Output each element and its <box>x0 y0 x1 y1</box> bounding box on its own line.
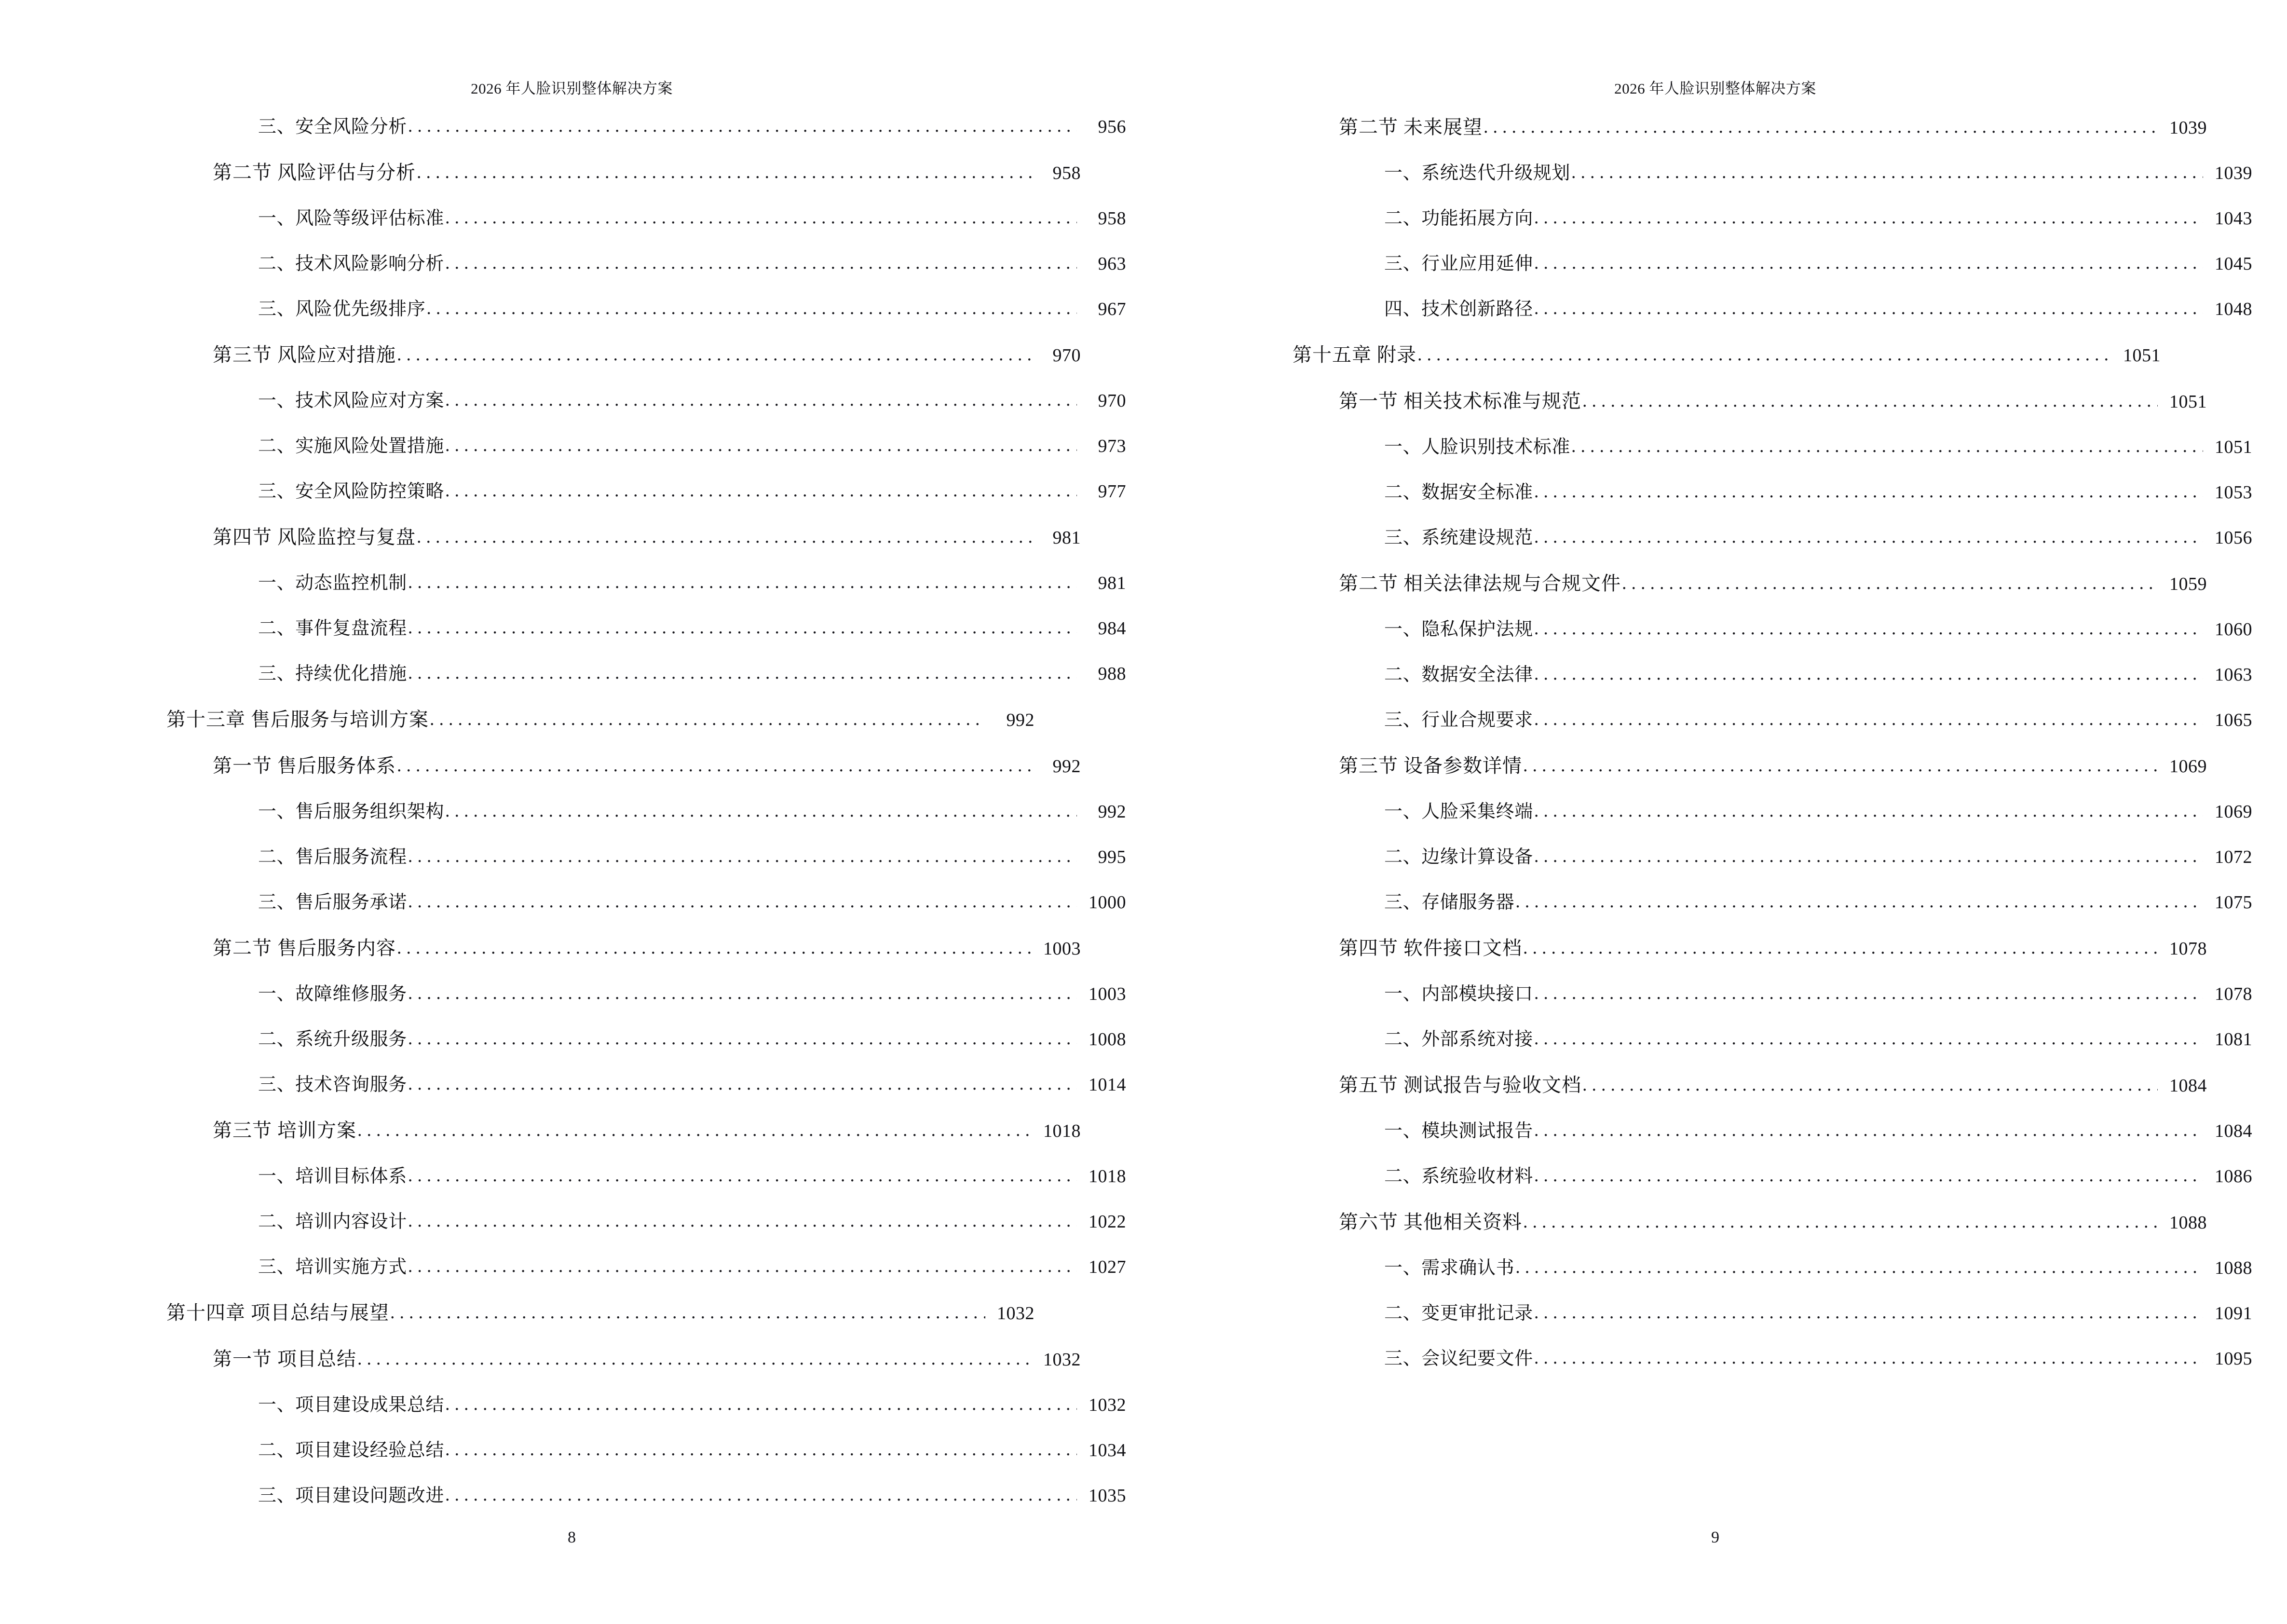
toc-leader-dots <box>397 345 1032 364</box>
toc-entry-sub[interactable] <box>1293 666 2252 684</box>
toc-leader-dots <box>1515 1258 2203 1276</box>
toc-leader-dots <box>408 117 1077 135</box>
toc-entry-title: 一、人脸采集终端 <box>1384 802 1533 822</box>
toc-entry-page-number: 1051 <box>2123 345 2161 366</box>
toc-entry-page-number: 1069 <box>2169 756 2207 777</box>
toc-entry-page-number: 970 <box>1098 391 1126 411</box>
toc-entry-title: 二、外部系统对接 <box>1384 1029 1533 1050</box>
toc-leader-dots <box>417 528 1032 546</box>
toc-entry-title: 二、功能拓展方向 <box>1384 208 1533 229</box>
toc-entry-title: 一、需求确认书 <box>1384 1258 1515 1278</box>
toc-leader-dots <box>1523 756 2158 775</box>
toc-entry-page-number: 992 <box>1052 756 1081 777</box>
toc-leader-dots <box>1523 939 2158 957</box>
toc-entry-sub[interactable] <box>1293 529 2252 547</box>
toc-entry-page-number: 992 <box>1006 710 1035 730</box>
toc-entry-sub[interactable] <box>1293 1350 2252 1368</box>
toc-entry-page-number: 973 <box>1098 436 1126 456</box>
toc-entry-title: 三、技术咨询服务 <box>258 1075 407 1095</box>
toc-entry-sub[interactable] <box>166 1258 1126 1276</box>
toc-entry-title: 三、培训实施方式 <box>258 1257 407 1277</box>
toc-entry-title: 第十五章 附录 <box>1293 344 1416 366</box>
toc-entry-sub[interactable] <box>166 300 1126 318</box>
toc-entry-sub[interactable] <box>166 985 1126 1003</box>
toc-entry-sub[interactable] <box>166 1396 1126 1414</box>
toc-entry-page-number: 1027 <box>1089 1257 1126 1277</box>
toc-entry-title: 第二节 售后服务内容 <box>213 937 396 959</box>
toc-entry-section[interactable] <box>1293 392 2207 411</box>
toc-entry-page-number: 1032 <box>1089 1395 1126 1415</box>
toc-entry-title: 二、数据安全法律 <box>1384 665 1533 685</box>
toc-entry-page-number: 958 <box>1052 163 1081 183</box>
toc-entry-sub[interactable] <box>1293 1030 2252 1049</box>
toc-entry-page-number: 1095 <box>2215 1349 2252 1369</box>
toc-entry-sub[interactable] <box>166 665 1126 683</box>
toc-entry-title: 第十四章 项目总结与展望 <box>166 1302 389 1324</box>
toc-entry-title: 三、行业应用延伸 <box>1384 254 1533 274</box>
toc-entry-page-number: 981 <box>1098 573 1126 593</box>
toc-entry-page-number: 1086 <box>2215 1166 2252 1187</box>
toc-entry-page-number: 1014 <box>1089 1075 1126 1095</box>
toc-entry-page-number: 1043 <box>2215 208 2252 229</box>
toc-entry-section[interactable] <box>1293 1213 2207 1232</box>
toc-entry-title: 一、内部模块接口 <box>1384 984 1533 1004</box>
toc-entry-page-number: 967 <box>1098 299 1126 319</box>
toc-leader-dots <box>1534 1166 2203 1185</box>
toc-entry-page-number: 992 <box>1098 802 1126 822</box>
toc-entry-page-number: 1035 <box>1089 1486 1126 1506</box>
toc-entry-page-number: 977 <box>1098 481 1126 502</box>
toc-leader-dots <box>1534 710 2203 728</box>
toc-leader-dots <box>408 984 1077 1002</box>
toc-entry-title: 二、售后服务流程 <box>258 847 407 867</box>
toc-entry-sub[interactable] <box>1293 1304 2252 1323</box>
toc-leader-dots <box>408 1257 1077 1275</box>
toc-entry-title: 一、培训目标体系 <box>258 1166 407 1187</box>
toc-entry-page-number: 1039 <box>2215 163 2252 183</box>
toc-entry-page-number: 1032 <box>997 1303 1035 1324</box>
toc-entry-sub[interactable] <box>1293 985 2252 1003</box>
toc-entry-title: 三、会议纪要文件 <box>1384 1349 1533 1369</box>
toc-entry-sub[interactable] <box>166 1030 1126 1049</box>
toc-leader-dots <box>1534 665 2203 683</box>
toc-leader-dots <box>430 710 985 728</box>
toc-leader-dots <box>1534 802 2203 820</box>
toc-entry-title: 第三节 培训方案 <box>213 1119 356 1141</box>
toc-entry-sub[interactable] <box>1293 893 2252 912</box>
toc-entry-sub[interactable] <box>1293 1259 2252 1277</box>
toc-leader-dots <box>357 1350 1032 1368</box>
toc-leader-dots <box>1534 1121 2203 1139</box>
running-header-right: 2026 年人脸识别整体解决方案 <box>1614 80 1816 97</box>
toc-entry-sub[interactable] <box>166 392 1126 410</box>
toc-leader-dots <box>445 254 1077 272</box>
toc-entry-title: 一、项目建设成果总结 <box>258 1395 445 1415</box>
toc-entry-title: 三、安全风险防控策略 <box>258 481 445 502</box>
toc-leader-dots <box>408 892 1077 911</box>
toc-entry-title: 第四节 软件接口文档 <box>1339 937 1522 959</box>
toc-entry-title: 二、技术风险影响分析 <box>258 254 445 274</box>
toc-entry-page-number: 1053 <box>2215 482 2252 503</box>
toc-entry-page-number: 1088 <box>2169 1213 2207 1233</box>
toc-entry-page-number: 1051 <box>2215 437 2252 457</box>
toc-leader-dots <box>1515 892 2203 911</box>
toc-entry-page-number: 1022 <box>1089 1212 1126 1232</box>
toc-entry-section[interactable] <box>166 939 1081 958</box>
toc-entry-title: 第一节 项目总结 <box>213 1348 356 1370</box>
toc-entry-page-number: 995 <box>1098 847 1126 867</box>
toc-entry-page-number: 1078 <box>2169 939 2207 959</box>
toc-entry-sub[interactable] <box>166 437 1126 455</box>
toc-entry-title: 二、事件复盘流程 <box>258 618 407 639</box>
toc-entry-chapter[interactable] <box>166 1303 1035 1323</box>
toc-leader-dots <box>445 1486 1077 1504</box>
toc-entry-sub[interactable] <box>166 255 1126 273</box>
toc-leader-dots <box>445 208 1077 227</box>
toc-entry-page-number: 1084 <box>2169 1076 2207 1096</box>
toc-entry-page-number: 981 <box>1052 528 1081 548</box>
toc-leader-dots <box>445 391 1077 409</box>
toc-entry-title: 三、安全风险分析 <box>258 117 407 137</box>
toc-entry-section[interactable] <box>1293 574 2207 593</box>
toc-entry-title: 二、系统升级服务 <box>258 1029 407 1050</box>
toc-entry-title: 三、存储服务器 <box>1384 892 1515 913</box>
toc-entry-title: 二、变更审批记录 <box>1384 1303 1533 1324</box>
toc-entry-page-number: 1018 <box>1089 1166 1126 1187</box>
toc-leader-dots <box>408 1166 1077 1185</box>
toc-entry-title: 第一节 售后服务体系 <box>213 755 396 777</box>
toc-entry-sub[interactable] <box>1293 164 2252 182</box>
toc-entry-sub[interactable] <box>166 803 1126 821</box>
toc-entry-page-number: 1048 <box>2215 299 2252 319</box>
toc-entry-sub[interactable] <box>166 209 1126 228</box>
toc-leader-dots <box>1622 574 2158 592</box>
toc-entry-page-number: 1039 <box>2169 118 2207 138</box>
toc-leader-dots <box>1571 437 2203 455</box>
toc-leader-dots <box>357 1121 1032 1139</box>
toc-entry-page-number: 1045 <box>2215 254 2252 274</box>
toc-entry-sub[interactable] <box>166 1167 1126 1186</box>
toc-leader-dots <box>1534 299 2203 317</box>
page-folio-left: 8 <box>568 1528 576 1546</box>
toc-entry-sub[interactable] <box>166 574 1126 592</box>
toc-leader-dots <box>397 939 1032 957</box>
toc-entry-page-number: 1063 <box>2215 665 2252 685</box>
toc-entry-page-number: 1091 <box>2215 1303 2252 1324</box>
toc-entry-title: 第二节 未来展望 <box>1339 116 1483 138</box>
page-folio-right: 9 <box>1711 1528 1719 1546</box>
toc-entry-page-number: 988 <box>1098 664 1126 684</box>
toc-entry-title: 一、风险等级评估标准 <box>258 208 445 229</box>
toc-entry-sub[interactable] <box>1293 803 2252 821</box>
toc-leader-dots <box>408 573 1077 591</box>
toc-entry-sub[interactable] <box>1293 620 2252 639</box>
toc-entry-title: 第四节 风险监控与复盘 <box>213 526 416 548</box>
toc-leader-dots <box>1582 392 2158 410</box>
toc-leader-dots <box>1484 118 2158 136</box>
toc-entry-sub[interactable] <box>166 482 1126 501</box>
toc-leader-dots <box>390 1303 985 1322</box>
toc-entry-title: 三、持续优化措施 <box>258 664 407 684</box>
toc-entry-sub[interactable] <box>1293 438 2252 456</box>
toc-leader-dots <box>408 1075 1077 1093</box>
toc-entry-title: 二、项目建设经验总结 <box>258 1440 445 1460</box>
toc-leader-dots <box>1534 254 2203 272</box>
toc-leader-dots <box>417 163 1032 181</box>
toc-entry-title: 第二节 风险评估与分析 <box>213 162 416 183</box>
toc-entry-title: 第十三章 售后服务与培训方案 <box>166 709 429 730</box>
toc-entry-page-number: 1078 <box>2215 984 2252 1004</box>
toc-entry-section[interactable] <box>166 1121 1081 1140</box>
toc-leader-dots <box>408 1212 1077 1230</box>
toc-entry-page-number: 1003 <box>1043 939 1081 959</box>
toc-entry-page-number: 1084 <box>2215 1121 2252 1141</box>
toc-entry-page-number: 1072 <box>2215 847 2252 867</box>
toc-leader-dots <box>1534 528 2203 546</box>
toc-entry-sub[interactable] <box>166 1487 1126 1505</box>
toc-entry-page-number: 1000 <box>1089 892 1126 913</box>
toc-entry-title: 一、人脸识别技术标准 <box>1384 437 1571 457</box>
toc-entry-page-number: 1088 <box>2215 1258 2252 1278</box>
toc-leader-dots <box>1534 1029 2203 1048</box>
toc-entry-sub[interactable] <box>166 118 1126 136</box>
toc-entry-page-number: 1060 <box>2215 619 2252 640</box>
toc-entry-title: 三、行业合规要求 <box>1384 710 1533 730</box>
toc-entry-sub[interactable] <box>166 619 1126 638</box>
toc-leader-dots <box>1582 1076 2158 1094</box>
toc-entry-page-number: 963 <box>1098 254 1126 274</box>
toc-entry-title: 第六节 其他相关资料 <box>1339 1211 1522 1233</box>
toc-entry-title: 三、风险优先级排序 <box>258 299 426 319</box>
toc-leader-dots <box>408 847 1077 865</box>
toc-leader-dots <box>408 618 1077 637</box>
toc-leader-dots <box>1534 1303 2203 1322</box>
toc-leader-dots <box>408 1029 1077 1048</box>
running-header-left: 2026 年人脸识别整体解决方案 <box>471 80 673 97</box>
toc-entry-title: 一、售后服务组织架构 <box>258 802 445 822</box>
toc-entry-chapter[interactable] <box>1293 345 2161 365</box>
toc-entry-title: 四、技术创新路径 <box>1384 299 1533 319</box>
toc-leader-dots <box>445 436 1077 454</box>
toc-leader-dots <box>445 481 1077 500</box>
toc-entry-page-number: 1018 <box>1043 1121 1081 1141</box>
toc-entry-title: 一、系统迭代升级规划 <box>1384 163 1571 183</box>
toc-entry-page-number: 958 <box>1098 208 1126 229</box>
toc-leader-dots <box>1534 208 2203 227</box>
toc-leader-dots <box>445 1440 1077 1459</box>
toc-entry-title: 三、系统建设规范 <box>1384 528 1533 548</box>
toc-entry-section[interactable] <box>1293 118 2207 137</box>
toc-entry-title: 二、实施风险处置措施 <box>258 436 445 456</box>
toc-entry-sub[interactable] <box>166 1076 1126 1094</box>
toc-entry-page-number: 1056 <box>2215 528 2252 548</box>
toc-entry-section[interactable] <box>166 756 1081 776</box>
toc-entry-sub[interactable] <box>1293 1167 2252 1186</box>
toc-entry-section[interactable] <box>166 1350 1081 1369</box>
toc-entry-page-number: 956 <box>1098 117 1126 137</box>
toc-leader-dots <box>426 299 1077 317</box>
toc-entry-sub[interactable] <box>166 1441 1126 1460</box>
toc-entry-sub[interactable] <box>1293 483 2252 502</box>
toc-entry-page-number: 1008 <box>1089 1029 1126 1050</box>
toc-leader-dots <box>408 664 1077 682</box>
toc-leader-dots <box>1534 984 2203 1002</box>
toc-entry-title: 二、数据安全标准 <box>1384 482 1533 503</box>
toc-leader-dots <box>1571 163 2203 181</box>
toc-entry-title: 第三节 设备参数详情 <box>1339 755 1522 777</box>
toc-entry-title: 第二节 相关法律法规与合规文件 <box>1339 573 1621 594</box>
toc-entry-section[interactable] <box>166 528 1081 547</box>
toc-entry-page-number: 1032 <box>1043 1350 1081 1370</box>
toc-entry-title: 第三节 风险应对措施 <box>213 344 396 366</box>
toc-entry-sub[interactable] <box>166 893 1126 912</box>
toc-entry-section[interactable] <box>166 163 1081 182</box>
page-right <box>1144 0 2287 1624</box>
toc-leader-dots <box>445 1395 1077 1413</box>
toc-entry-page-number: 1069 <box>2215 802 2252 822</box>
toc-leader-dots <box>1534 847 2203 865</box>
toc-list-right <box>1293 116 2252 1395</box>
toc-entry-title: 三、售后服务承诺 <box>258 892 407 913</box>
toc-entry-title: 第一节 相关技术标准与规范 <box>1339 390 1581 412</box>
toc-leader-dots <box>1417 345 2111 364</box>
toc-entry-sub[interactable] <box>1293 711 2252 729</box>
toc-entry-page-number: 1059 <box>2169 574 2207 594</box>
toc-leader-dots <box>1534 1349 2203 1367</box>
toc-entry-title: 一、模块测试报告 <box>1384 1121 1533 1141</box>
toc-entry-sub[interactable] <box>1293 300 2252 318</box>
toc-entry-title: 一、动态监控机制 <box>258 573 407 593</box>
toc-entry-title: 二、系统验收材料 <box>1384 1166 1533 1187</box>
toc-entry-page-number: 984 <box>1098 618 1126 639</box>
toc-entry-page-number: 1075 <box>2215 892 2252 913</box>
toc-entry-title: 一、故障维修服务 <box>258 984 407 1004</box>
toc-entry-title: 二、边缘计算设备 <box>1384 847 1533 867</box>
toc-leader-dots <box>445 802 1077 820</box>
toc-entry-sub[interactable] <box>166 848 1126 866</box>
toc-leader-dots <box>397 756 1032 775</box>
toc-entry-sub[interactable] <box>1293 1122 2252 1140</box>
toc-leader-dots <box>1534 482 2203 501</box>
toc-entry-section[interactable] <box>166 345 1081 365</box>
toc-list-left <box>166 117 1126 1532</box>
toc-entry-title: 一、隐私保护法规 <box>1384 619 1533 640</box>
toc-entry-sub[interactable] <box>1293 255 2252 273</box>
toc-entry-section[interactable] <box>1293 756 2207 776</box>
toc-entry-title: 二、培训内容设计 <box>258 1212 407 1232</box>
toc-entry-page-number: 1051 <box>2169 392 2207 412</box>
toc-entry-sub[interactable] <box>166 1213 1126 1231</box>
toc-entry-page-number: 970 <box>1052 345 1081 366</box>
toc-leader-dots <box>1523 1213 2158 1231</box>
toc-entry-sub[interactable] <box>1293 209 2252 228</box>
toc-entry-page-number: 1081 <box>2215 1029 2252 1050</box>
toc-entry-sub[interactable] <box>1293 848 2252 866</box>
toc-entry-page-number: 1065 <box>2215 710 2252 730</box>
toc-entry-page-number: 1003 <box>1089 984 1126 1004</box>
toc-entry-chapter[interactable] <box>166 710 1035 729</box>
toc-entry-title: 第五节 测试报告与验收文档 <box>1339 1074 1581 1096</box>
toc-entry-title: 三、项目建设问题改进 <box>258 1486 445 1506</box>
toc-entry-section[interactable] <box>1293 939 2207 958</box>
toc-entry-title: 一、技术风险应对方案 <box>258 391 445 411</box>
toc-leader-dots <box>1534 619 2203 638</box>
toc-entry-page-number: 1034 <box>1089 1440 1126 1460</box>
toc-entry-section[interactable] <box>1293 1076 2207 1095</box>
